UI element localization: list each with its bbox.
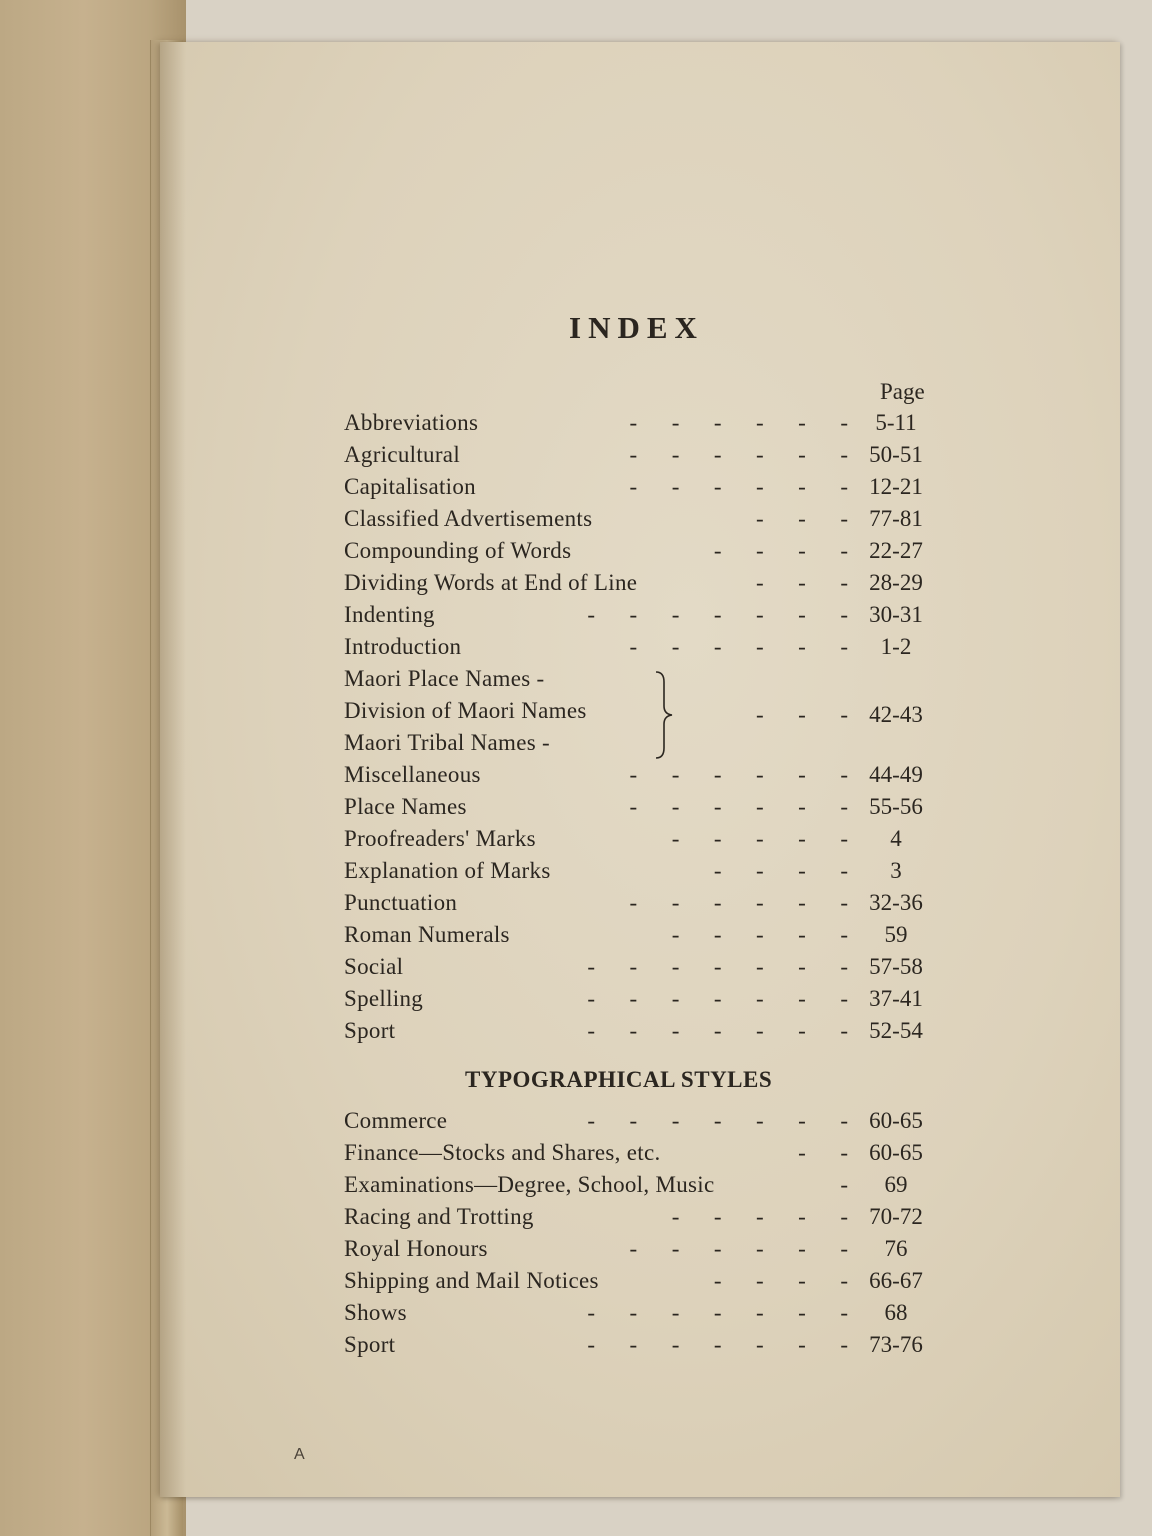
leader-dashes: - - - - - - - — [587, 602, 848, 627]
leader-dashes: - - - - - - - — [587, 1108, 848, 1133]
right-brace-icon — [652, 670, 674, 760]
index-entry — [344, 634, 936, 666]
entry-label: Indenting — [344, 602, 435, 627]
index-entry — [344, 1300, 936, 1332]
entry-page: 76 — [884, 1236, 908, 1261]
leader-dashes: - - - - — [713, 858, 848, 883]
leader-dashes: - - - - - - — [629, 1236, 848, 1261]
index-entry — [344, 858, 936, 890]
entry-page: 1-2 — [880, 634, 912, 659]
leader-dashes: - - - - — [713, 1268, 848, 1293]
entry-label: Spelling — [344, 986, 424, 1011]
entry-label: Sport — [344, 1018, 396, 1043]
entry-label: Examinations—Degree, School, Music — [344, 1172, 715, 1197]
entry-page: 30-31 — [869, 602, 923, 627]
index-entry — [344, 442, 936, 474]
entry-label: Roman Numerals — [344, 922, 510, 947]
index-entry — [344, 954, 936, 986]
entry-page: 32-36 — [869, 890, 923, 915]
leader-dashes: - - - - - - - — [587, 1332, 848, 1357]
leader-dashes: - - - - - - — [629, 794, 848, 819]
index-entry — [344, 1332, 936, 1364]
leader-dashes: - - - - - - - — [587, 986, 848, 1011]
leader-dashes: - - - — [756, 570, 848, 595]
entry-page: 66-67 — [869, 1268, 923, 1293]
leader-dashes: - - - — [756, 506, 848, 531]
entry-label: Capitalisation — [344, 474, 476, 499]
entry-page: 44-49 — [869, 762, 923, 787]
leader-dashes: - - - - - - - — [587, 954, 848, 979]
index-entry — [344, 1204, 936, 1236]
index-entry — [344, 538, 936, 570]
leader-dashes: - — [840, 1172, 848, 1197]
entry-label: Division of Maori Names — [344, 698, 587, 723]
entry-page: 59 — [884, 922, 908, 947]
index-entry — [344, 506, 936, 538]
index-entry — [344, 474, 936, 506]
entry-page: 57-58 — [869, 954, 923, 979]
leader-dashes: - - - - - — [671, 826, 848, 851]
entry-page: 52-54 — [869, 1018, 923, 1043]
entry-label: Maori Tribal Names - — [344, 730, 550, 755]
book-page — [160, 42, 1120, 1497]
entry-page: 3 — [890, 858, 902, 883]
entry-label: Proofreaders' Marks — [344, 826, 536, 851]
entry-label: Finance—Stocks and Shares, etc. — [344, 1140, 661, 1165]
entry-page: 70-72 — [869, 1204, 923, 1229]
entry-page: 60-65 — [869, 1108, 923, 1133]
entry-page: 69 — [884, 1172, 908, 1197]
maori-names-group — [344, 666, 936, 762]
entry-page: 12-21 — [869, 474, 923, 499]
entry-page: 68 — [884, 1300, 908, 1325]
entry-page: 22-27 — [869, 538, 923, 563]
entry-label: Commerce — [344, 1108, 448, 1133]
entry-page: 5-11 — [875, 410, 917, 435]
index-entry — [344, 762, 936, 794]
entry-label: Dividing Words at End of Line — [344, 570, 638, 595]
index-entry — [344, 826, 936, 858]
entry-label: Abbreviations — [344, 410, 479, 435]
signature-mark: A — [294, 1446, 305, 1463]
leader-dashes: - - - - - - — [629, 474, 848, 499]
entry-label: Miscellaneous — [344, 762, 481, 787]
leader-dashes: - - - - - - — [629, 890, 848, 915]
entry-label: Punctuation — [344, 890, 458, 915]
index-entry — [344, 410, 936, 442]
index-entry — [344, 794, 936, 826]
entry-page: 60-65 — [869, 1140, 923, 1165]
index-entry — [344, 1268, 936, 1300]
entry-page: 55-56 — [869, 794, 923, 819]
entry-page: 42-43 — [869, 702, 923, 727]
leader-dashes: - - - — [756, 702, 848, 727]
leader-dashes: - - - - - — [671, 922, 848, 947]
entry-page: 37-41 — [869, 986, 923, 1011]
index-entry — [344, 1140, 936, 1172]
leader-dashes: - - - - - - — [629, 410, 848, 435]
entry-label: Agricultural — [344, 442, 461, 467]
leader-dashes: - - — [798, 1140, 848, 1165]
entry-label: Social — [344, 954, 404, 979]
leader-dashes: - - - - - - - — [587, 1018, 848, 1043]
entry-label: Racing and Trotting — [344, 1204, 534, 1229]
index-entry — [344, 1018, 936, 1050]
leader-dashes: - - - - - - - — [587, 1300, 848, 1325]
leader-dashes: - - - - - - — [629, 762, 848, 787]
entry-label: Place Names — [344, 794, 467, 819]
entry-label: Sport — [344, 1332, 396, 1357]
leader-dashes: - - - - — [713, 538, 848, 563]
index-entry — [344, 890, 936, 922]
index-entry — [344, 1172, 936, 1204]
entry-label: Classified Advertisements — [344, 506, 593, 531]
index-entry — [344, 602, 936, 634]
entry-page: 50-51 — [869, 442, 923, 467]
leader-dashes: - - - - - - — [629, 442, 848, 467]
page-gutter-shadow — [160, 42, 186, 1497]
entry-page: 4 — [890, 826, 902, 851]
entry-label: Royal Honours — [344, 1236, 488, 1261]
entry-label: Shipping and Mail Notices — [344, 1268, 599, 1293]
entry-page: 73-76 — [869, 1332, 923, 1357]
leader-dashes: - - - - - — [671, 1204, 848, 1229]
page-column-header: Page — [880, 379, 925, 404]
index-entry — [344, 986, 936, 1018]
entry-label: Compounding of Words — [344, 538, 572, 563]
entry-page: 77-81 — [869, 506, 923, 531]
entry-label: Explanation of Marks — [344, 858, 551, 883]
index-entry — [344, 570, 936, 602]
entry-label: Shows — [344, 1300, 407, 1325]
index-entry — [344, 1108, 936, 1140]
section-heading: TYPOGRAPHICAL STYLES — [465, 1067, 773, 1092]
index-entry — [344, 1236, 936, 1268]
entry-page: 28-29 — [869, 570, 923, 595]
page-title: INDEX — [569, 310, 704, 345]
entry-label: Maori Place Names - — [344, 666, 545, 691]
entry-label: Introduction — [344, 634, 462, 659]
index-entry — [344, 922, 936, 954]
leader-dashes: - - - - - - — [629, 634, 848, 659]
